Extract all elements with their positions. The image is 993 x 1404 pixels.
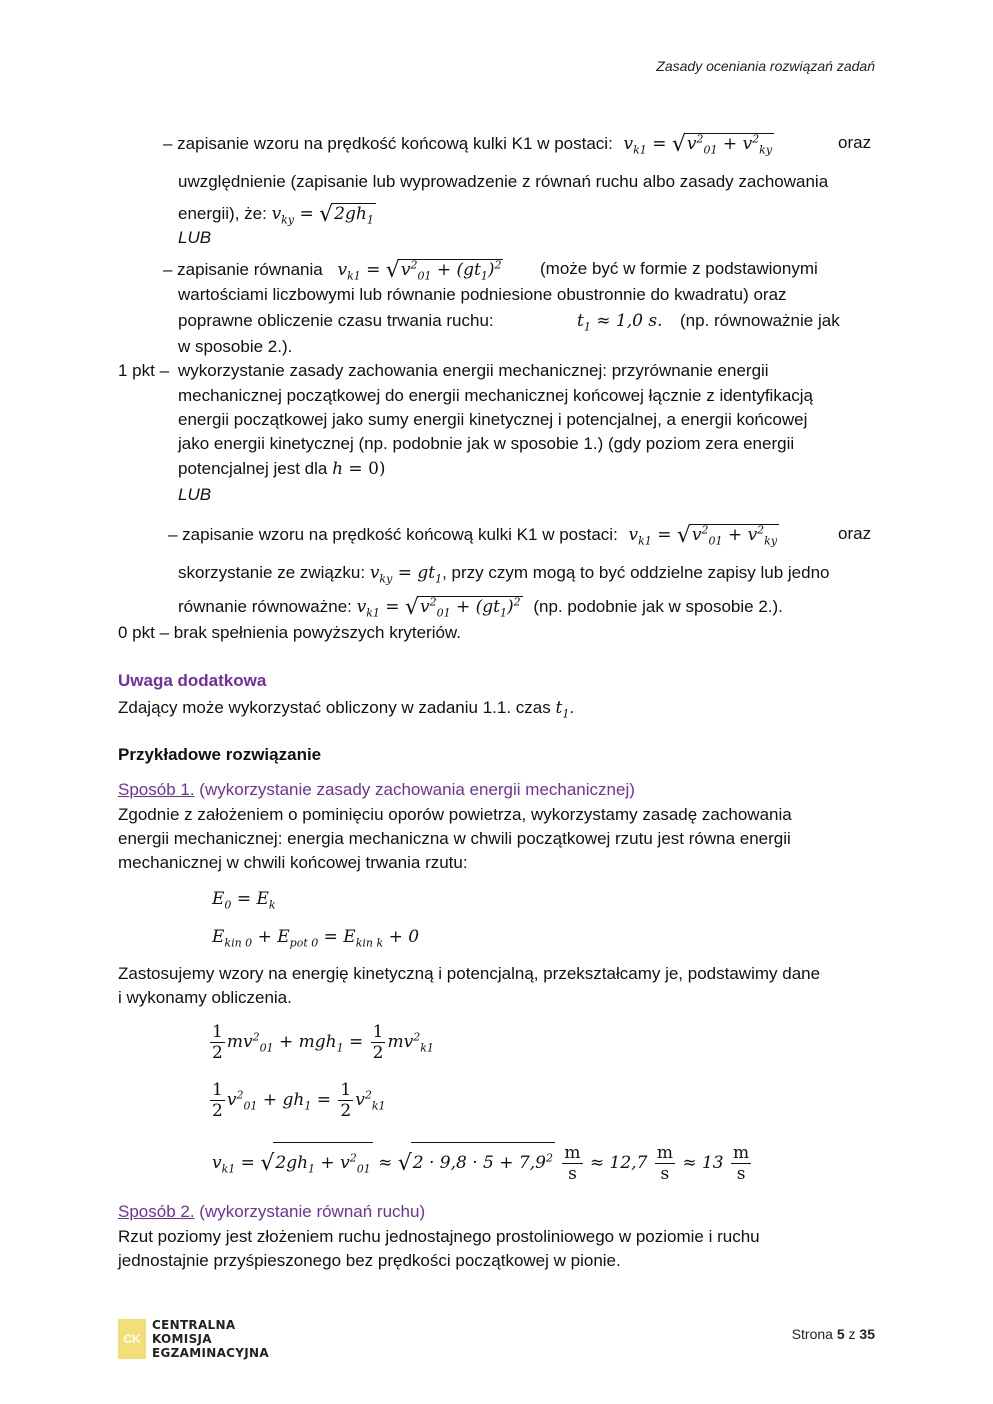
criterion-1-line-1: – zapisanie wzoru na prędkość końcową kulki K1 w postaci: $v_{k1} = √v^2_{01} + v^2_{ky}$ <box>163 132 773 157</box>
criterion-2-line-3b: (np. równoważnie jak <box>680 311 840 330</box>
pkt0-line: 0 pkt – brak spełnienia powyższych kryteriów. <box>118 623 461 642</box>
criterion-2-rest: (może być w formie z podstawionymi <box>540 259 818 278</box>
page-number: Strona 5 z 35 <box>791 1326 875 1342</box>
method-2-para-2: jednostajnie przyśpieszonego bez prędkości początkowej w pionie. <box>118 1251 621 1270</box>
method-1-para-5: i wykonamy obliczenia. <box>118 988 292 1007</box>
pkt1-line-4: jako energii kinetycznej (np. podobnie jak w sposobie 1.) (gdy poziom zera energii <box>178 434 795 453</box>
pkt1-line-1: wykorzystanie zasady zachowania energii mechanicznej: przyrównanie energii <box>178 361 769 380</box>
pkt1-label: 1 pkt – <box>118 361 170 380</box>
criterion-3-line-1: – zapisanie wzoru na prędkość końcową kulki K1 w postaci: $v_{k1} = √v^2_{01} + v^2_{ky}$ <box>168 523 778 548</box>
criterion-2-line-3a: poprawne obliczenie czasu trwania ruchu: <box>178 311 494 330</box>
equation-energy-1: $E_0 = E_k$ <box>212 889 276 912</box>
criterion-1-line-3: energii), że: $v_{ky} = √2gh_1$ <box>178 202 374 227</box>
criterion-3-line-2: skorzystanie ze związku: $v_{ky} = gt_1$, przy czym mogą to być oddzielne zapisy lub jedno <box>178 563 830 586</box>
criterion-2-line-1: – zapisanie równania $v_{k1} = √v^2_{01} + (gt_1)^2$ <box>163 258 502 283</box>
method-2-title: Sposób 2. (wykorzystanie równań ruchu) <box>118 1202 426 1221</box>
note-text: Zdający może wykorzystać obliczony w zadaniu 1.1. czas $t_1$. <box>118 698 575 721</box>
method-1-para-3: mechanicznej w chwili końcowej trwania rzutu: <box>118 853 468 872</box>
logo-mark-icon: CK <box>118 1319 146 1359</box>
equation-energy-2: $E_{kin 0} + E_{pot 0} = E_{kin k} + 0$ <box>212 927 420 950</box>
equation-velocity-result: $v_{k1} = √2gh_1 + v^2_{01} \approx √2 \cdot 9,8 \cdot 5 + 7,9^2$ $\frac{m}{s}$ ≈ 12,7 $\frac{m}{s}$ ≈ 13 $\frac{m}{s}$ <box>212 1143 750 1184</box>
criterion-3-line-3: równanie równoważne: $v_{k1} = √v^2_{01} + (gt_1)^2$ (np. podobnie jak w sposobie 2.). <box>178 595 783 620</box>
method-1-para-2: energii mechanicznej: energia mechaniczna w chwili początkowej rzutu jest równa energii <box>118 829 791 848</box>
time-value: $t_1 \approx 1,0$ s. <box>577 311 663 334</box>
logo-line-2: KOMISJA <box>152 1332 212 1346</box>
logo-line-1: CENTRALNA <box>152 1318 236 1332</box>
solution-heading: Przykładowe rozwiązanie <box>118 745 322 764</box>
method-1-title: Sposób 1. (wykorzystanie zasady zachowania energii mechanicznej) <box>118 780 635 799</box>
method-2-link[interactable]: Sposób 2. <box>118 1202 195 1221</box>
oraz-label: oraz <box>838 133 872 152</box>
lub-label: LUB <box>178 228 212 247</box>
pkt1-line-3: energii początkowej jako sumy energii kinetycznej i potencjalnej, a energii końcowej <box>178 410 808 429</box>
equation-energy-3: $\frac{1}{2}$ $mv^2_{01} + mgh_1$ = $\frac{1}{2}$ $mv^2_{k1}$ <box>212 1022 434 1063</box>
method-2-para-1: Rzut poziomy jest złożeniem ruchu jednostajnego prostoliniowego w poziomie i ruchu <box>118 1227 760 1246</box>
logo-line-3: EGZAMINACYJNA <box>152 1346 269 1360</box>
lub-label-2: LUB <box>178 485 212 504</box>
pkt1-line-2: mechanicznej początkowej do energii mechanicznej końcowej łącznie z identyfikacją <box>178 386 814 405</box>
criterion-2-line-4: w sposobie 2.). <box>178 337 293 356</box>
note-heading: Uwaga dodatkowa <box>118 671 267 690</box>
equation-energy-4: $\frac{1}{2}$ $v^2_{01} + gh_1$ = $\frac{1}{2}$ $v^2_{k1}$ <box>212 1080 386 1121</box>
method-1-link[interactable]: Sposób 1. <box>118 780 195 799</box>
criterion-2-line-2: wartościami liczbowymi lub równanie podniesione obustronnie do kwadratu) oraz <box>178 285 787 304</box>
pkt1-line-5: potencjalnej jest dla h = 0) <box>178 459 386 479</box>
oraz-label-2: oraz <box>838 524 872 543</box>
method-1-para-1: Zgodnie z założeniem o pominięciu oporów powietrza, wykorzystamy zasadę zachowania <box>118 805 792 824</box>
method-1-para-4: Zastosujemy wzory na energię kinetyczną i potencjalną, przekształcamy je, podstawimy dane <box>118 964 821 983</box>
cke-logo <box>118 1318 269 1360</box>
page-header-title: Zasady oceniania rozwiązań zadań <box>656 58 875 74</box>
criterion-1-line-2: uwzględnienie (zapisanie lub wyprowadzenie z równań ruchu albo zasady zachowania <box>178 172 829 191</box>
